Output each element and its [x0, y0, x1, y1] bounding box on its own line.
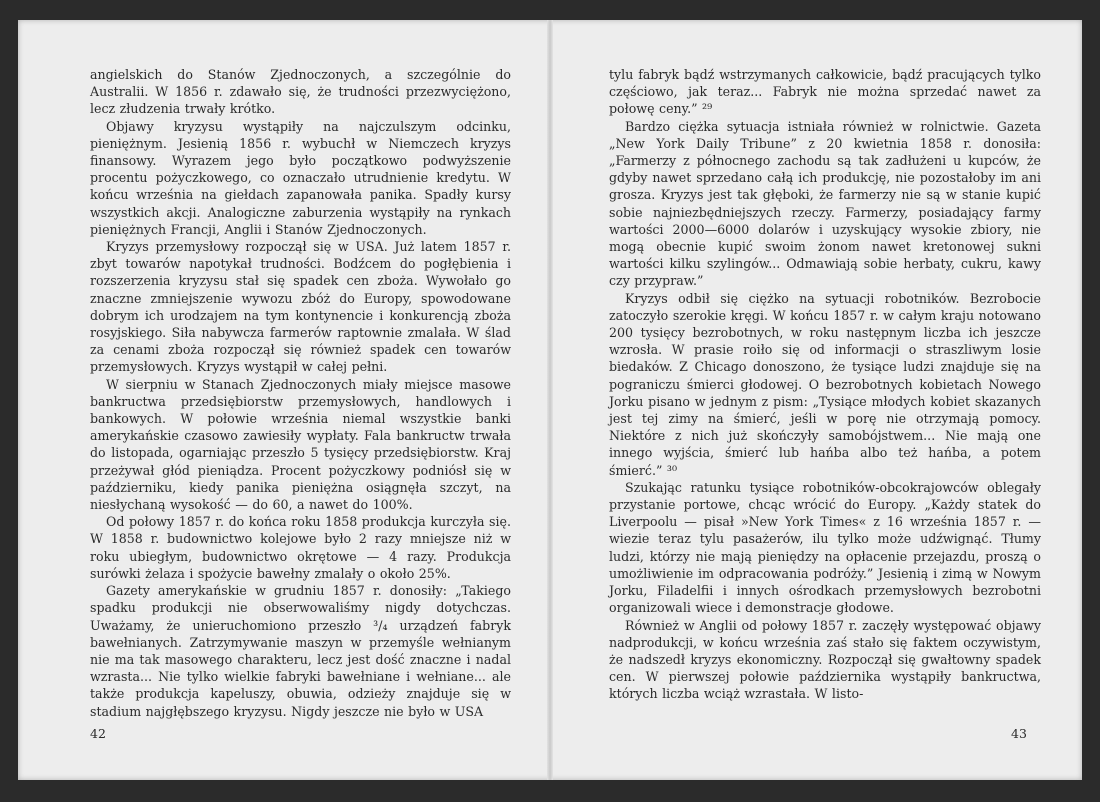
paragraph: Kryzys przemysłowy rozpoczął się w USA. Już latem 1857 r. zbyt towarów napotykał trudności. Bodźcem do pogłębienia i rozszerzenia kryzysu stał się spadek cen zboża. Wywołało go znaczne zmniejszenie wywozu zbóż do Europy, spowodowane dobrym ich urodzajem na tym kontynencie i konkurencją zboża rosyjskiego. Siła nabywcza farmerów raptownie zmalała. W ślad za cenami zboża rozpoczął się również spadek cen towarów przemysłowych. Kryzys wystąpił w całej pełni.	[90, 239, 511, 375]
paragraph: Od połowy 1857 r. do końca roku 1858 produkcja kurczyła się. W 1858 r. budownictwo kolejowe było 2 razy mniejsze niż w roku ubiegłym, budownictwo okrętowe — 4 razy. Produkcja surówki żelaza i spożycie bawełny zmalały o około 25%.	[90, 514, 511, 581]
paragraph: angielskich do Stanów Zjednoczonych, a szczególnie do Australii. W 1856 r. zdawało się, że trudności przezwyciężono, lecz złudzenia trwały krótko.	[90, 67, 511, 117]
left-page	[18, 20, 549, 780]
paragraph: Kryzys odbił się ciężko na sytuacji robotników. Bezrobocie zatoczyło szerokie kręgi. W końcu 1857 r. w całym kraju notowano 200 tysięcy bezrobotnych, w roku następnym liczba ich jeszcze wzrosła. W prasie roiło się od informacji o straszliwym losie biedaków. Z Chicago donoszono, że tysiące ludzi znajduje się na pograniczu śmierci głodowej. O bezrobotnych kobietach Nowego Jorku pisano w jednym z pism: „Tysiące młodych kobiet skazanych jest tej zimy na śmierć, jeśli w porę nie otrzymają pomocy. Niektóre z nich już skończyły samobójstwem... Nie mają one innego wyjścia, śmierć lub hańba albo też hańba, a potem śmierć.” ³⁰	[609, 290, 1041, 478]
paragraph: Również w Anglii od połowy 1857 r. zaczęły występować objawy nadprodukcji, w końcu września zaś stało się faktem oczywistym, że nadszedł kryzys ekonomiczny. Rozpoczął się gwałtowny spadek cen. W pierwszej połowie października wystąpiły bankructwa, których liczba wciąż wzrastała. W listo-	[609, 617, 1041, 702]
paragraph: Bardzo ciężka sytuacja istniała również w rolnictwie. Gazeta „New York Daily Tribune” z 20 kwietnia 1858 r. donosiła: „Farmerzy z północnego zachodu są tak zadłużeni u kupców, że gdyby nawet sprzedano całą ich produkcję, nie pozostałoby im ani grosza. Kryzys jest tak głęboki, że farmerzy nie są w stanie kupić sobie najniezbędniejszych rzeczy. Farmerzy, posiadający farmy wartości 2000—6000 dolarów i uzyskujący wysokie zbiory, nie mogą obecnie kupić swoim żonom nawet kretonowej sukni wartości kilku szylingów... Odmawiają sobie herbaty, cukru, kawy czy przypraw.”	[609, 118, 1041, 289]
left-page-text	[90, 66, 511, 720]
paragraph: Szukając ratunku tysiące robotników-obcokrajowców oblegały przystanie portowe, chcąc wrócić do Europy. „Każdy statek do Liverpoolu — pisał »New York Times« z 16 września 1857 r. — wiezie teraz tylu pasażerów, ilu tylko może udźwignąć. Tłumy ludzi, którzy nie mają pieniędzy na opłacenie przejazdu, proszą o umożliwienie im odpracowania podróży.” Jesienią i zimą w Nowym Jorku, Filadelfii i innych ośrodkach przemysłowych bezrobotni organizowali wiece i demonstracje głodowe.	[609, 479, 1041, 616]
page-number-left: 42	[90, 726, 106, 741]
page-number-right: 43	[1011, 726, 1027, 741]
paragraph: W sierpniu w Stanach Zjednoczonych miały miejsce masowe bankructwa przedsiębiorstw przemysłowych, handlowych i bankowych. W połowie września niemal wszystkie banki amerykańskie czasowo zawiesiły wypłaty. Fala bankructw trwała do listopada, ogarniając przeszło 5 tysięcy przedsiębiorstw. Kraj przeżywał głód pieniądza. Procent pożyczkowy podniósł się w październiku, kiedy panika pieniężna osiągnęła szczyt, na niesłychaną wysokość — do 60, a nawet do 100%.	[90, 376, 511, 513]
book-spread	[18, 20, 1082, 780]
paragraph: Objawy kryzysu wystąpiły na najczulszym odcinku, pieniężnym. Jesienią 1856 r. wybuchł w Niemczech kryzys finansowy. Wyrazem jego było początkowo podwyższenie procentu pożyczkowego, co oznaczało utrudnienie kredytu. W końcu września na giełdach zapanowała panika. Spadły kursy wszystkich akcji. Analogiczne zaburzenia wystąpiły na rynkach pieniężnych Francji, Anglii i Stanów Zjednoczonych.	[90, 118, 511, 237]
paragraph: tylu fabryk bądź wstrzymanych całkowicie, bądź pracujących tylko częściowo, jak teraz... Fabryk nie można sprzedać nawet za połowę ceny.” ²⁹	[609, 67, 1041, 117]
right-page	[551, 20, 1082, 780]
right-page-text	[609, 66, 1041, 703]
paragraph: Gazety amerykańskie w grudniu 1857 r. donosiły: „Takiego spadku produkcji nie obserwowaliśmy nigdy dotychczas. Uważamy, że unieruchomiono przeszło ³/₄ urządzeń fabryk bawełnianych. Zatrzymywanie maszyn w przemyśle wełnianym nie ma tak masowego charakteru, lecz jest dość znaczne i nadal wzrasta... Nie tylko wielkie fabryki bawełniane i wełniane... ale także produkcja kapeluszy, obuwia, odzieży znajduje się w stadium najgłębszego kryzysu. Nigdy jeszcze nie było w USA	[90, 583, 511, 719]
